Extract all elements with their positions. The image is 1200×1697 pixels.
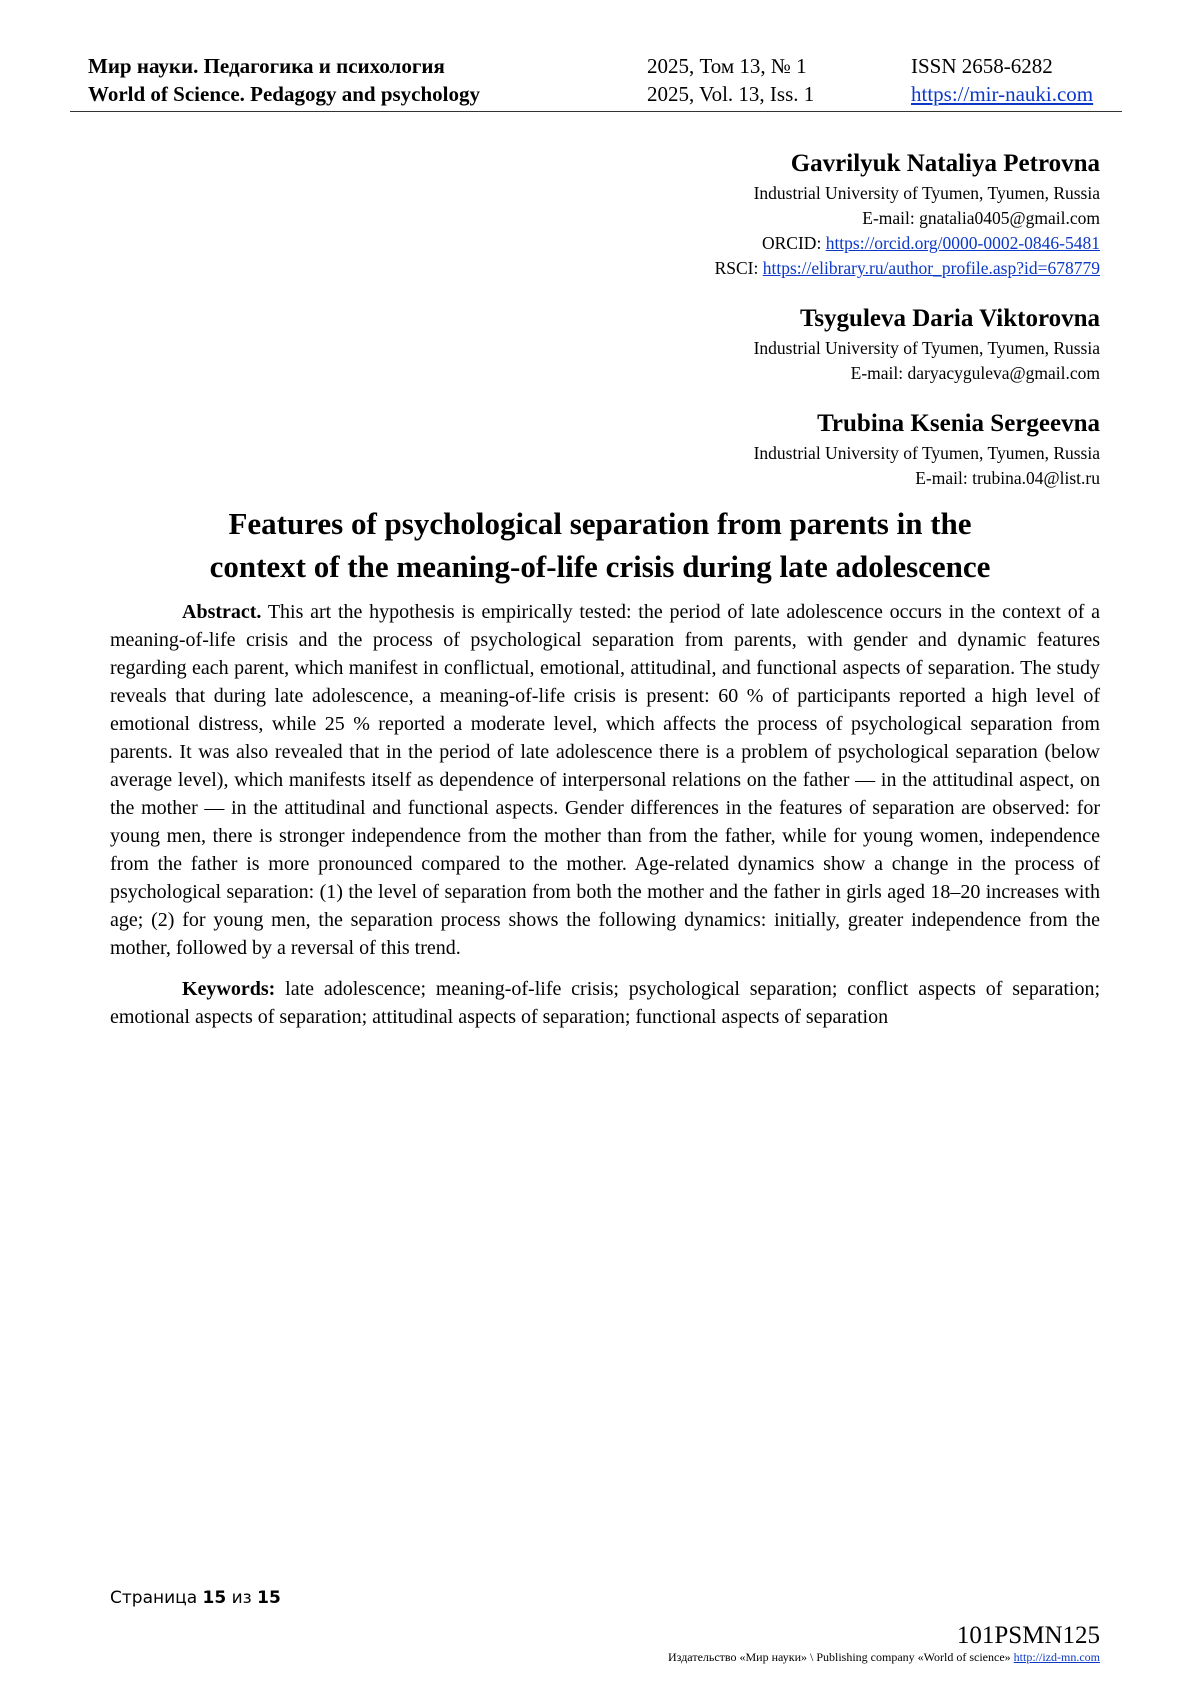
abstract-text: This art the hypothesis is empirically tested: the period of late adolescence occurs in the context of a meaning-of-life crisis and the process of psychological separation from parents, with gender and dynamic features regarding each parent, which manifest in conflictual, emotional, attitudinal, and functional aspects of separation. The study reveals that during late adolescence, a meaning-of-life crisis is present: 60 % of participants reported a high level of emotional distress, while 25 % reported a moderate level, which affects the process of psychological separation from parents. It was also revealed that in the period of late adolescence there is a problem of psychological separation (below average level), which manifests itself as dependence of interpersonal relations on the father — in the attitudinal aspect, on the mother — in the attitudinal and functional aspects. Gender differences in the features of separation are observed: for young men, there is stronger independence from the mother than from the father, while for young women, independence from the father is more pronounced compared to the mother. Age-related dynamics show a change in the process of psychological separation: (1) the level of separation from both the mother and the father in girls aged 18–20 increases with age; (2) for young men, the separation process shows the following dynamics: initially, greater independence from the mother, followed by a reversal of this trend. <box>110 601 1100 959</box>
issue-info <box>647 52 814 108</box>
abstract-section <box>110 598 1100 1031</box>
keywords-label: Keywords: <box>182 978 276 1000</box>
publisher-text: Издательство «Мир науки» \ Publishing company «World of science» <box>668 1650 1014 1664</box>
author-2 <box>400 302 1100 386</box>
issn: ISSN 2658-6282 <box>911 54 1053 78</box>
publisher-link[interactable]: http://izd-mn.com <box>1013 1650 1100 1664</box>
rsci-label: RSCI: <box>714 258 763 278</box>
author-name: Gavrilyuk Nataliya Petrovna <box>790 150 1100 177</box>
article-code: 101PSMN125 <box>956 1622 1100 1649</box>
author-affiliation: Industrial University of Tyumen, Tyumen, Russia <box>753 183 1100 203</box>
page-prefix: Страница <box>110 1588 203 1608</box>
author-3 <box>400 407 1100 491</box>
rsci-link[interactable]: https://elibrary.ru/author_profile.asp?id=678779 <box>762 258 1100 278</box>
page-mid: из <box>226 1588 258 1608</box>
orcid-link[interactable]: https://orcid.org/0000-0002-0846-5481 <box>825 233 1100 253</box>
author-name: Trubina Ksenia Sergeevna <box>817 410 1100 437</box>
author-affiliation: Industrial University of Tyumen, Tyumen, Russia <box>753 338 1100 358</box>
issn-info <box>911 52 1093 108</box>
page-current: 15 <box>202 1588 227 1608</box>
publisher-line <box>668 1650 1100 1665</box>
author-rsci <box>400 256 1100 281</box>
author-email: E-mail: trubina.04@list.ru <box>915 468 1100 488</box>
author-1 <box>400 147 1100 281</box>
journal-header <box>88 52 1120 112</box>
author-affiliation: Industrial University of Tyumen, Tyumen, Russia <box>753 443 1100 463</box>
journal-title <box>88 52 480 108</box>
page-total: 15 <box>257 1588 281 1608</box>
page-number <box>110 1588 281 1608</box>
author-name: Tsyguleva Daria Viktorovna <box>799 305 1100 332</box>
header-divider <box>70 111 1122 112</box>
abstract-label: Abstract. <box>182 601 262 623</box>
journal-site-link[interactable]: https://mir-nauki.com <box>911 82 1094 106</box>
author-orcid <box>400 231 1100 256</box>
keywords-paragraph <box>110 975 1100 1031</box>
title-line-2: context of the meaning-of-life crisis during late adolescence <box>209 549 991 584</box>
keywords-text: late adolescence; meaning-of-life crisis; psychological separation; conflict aspects of separation; emotional aspects of separation; attitudinal aspects of separation; functional aspects of separation <box>110 978 1101 1028</box>
journal-title-en: World of Science. Pedagogy and psychology <box>88 82 481 106</box>
author-email: E-mail: gnatalia0405@gmail.com <box>862 208 1100 228</box>
issue-ru: 2025, Том 13, № 1 <box>647 54 807 78</box>
abstract-paragraph <box>110 598 1100 962</box>
orcid-label: ORCID: <box>762 233 826 253</box>
authors-block <box>400 147 1100 512</box>
author-email: E-mail: daryacyguleva@gmail.com <box>850 363 1100 383</box>
journal-title-ru: Мир науки. Педагогика и психология <box>88 54 445 78</box>
issue-en: 2025, Vol. 13, Iss. 1 <box>647 82 815 106</box>
title-line-1: Features of psychological separation from parents in the <box>228 506 972 541</box>
article-title <box>100 502 1100 588</box>
